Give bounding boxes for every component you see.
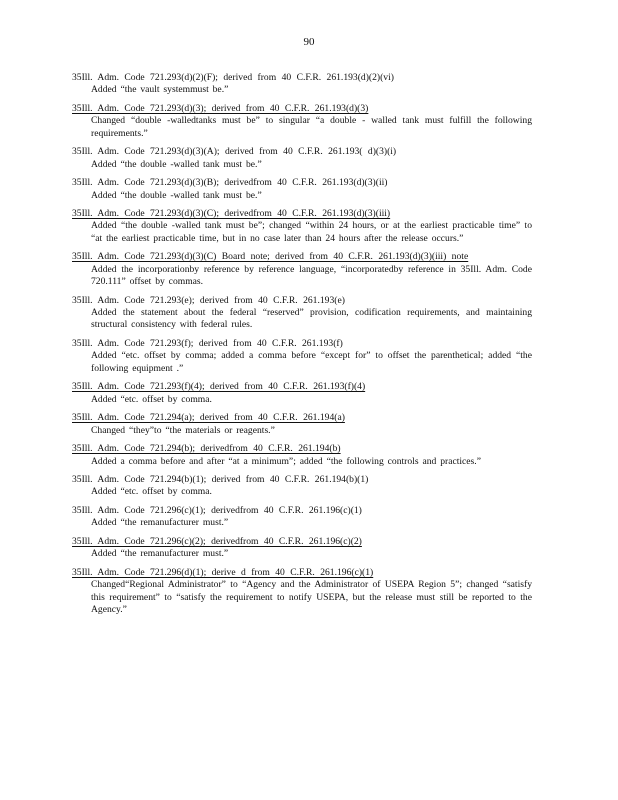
amendment-entry <box>72 567 532 617</box>
change-description: Changed “double -walledtanks must be” to singular “a double - walled tank must fulfill the following requirements.” <box>91 115 532 139</box>
change-description: Added “etc. offset by comma. <box>91 393 212 405</box>
citation-heading: 35Ill. Adm. Code 721.296(d)(1); derive d from 40 C.F.R. 261.196(c)(1) <box>72 566 374 578</box>
citation-heading: 35Ill. Adm. Code 721.293(d)(3)(C) Board note; derived from 40 C.F.R. 261.193(d)(3)(iii) note <box>72 251 469 263</box>
citation-heading: 35Ill. Adm. Code 721.293(d)(3)(A); derived from 40 C.F.R. 261.193( d)(3)(i) <box>72 146 397 158</box>
citation-heading: 35Ill. Adm. Code 721.293(f); derived from 40 C.F.R. 261.193(f) <box>72 337 343 349</box>
amendment-entry <box>72 443 532 468</box>
change-description: Added “the remanufacturer must.” <box>91 548 229 560</box>
change-description: Added “the remanufacturer must.” <box>91 517 229 529</box>
change-description: Added the incorporationby reference by reference language, “incorporatedby reference in 35Ill. Adm. Code 720.111” offset by commas. <box>91 263 532 288</box>
change-description: Added “the double -walled tank must be”; changed “within 24 hours, or at the earliest practicable time” to “at the earliest practicable time, but in no case later than 24 hours after the release occurs.” <box>91 220 532 244</box>
amendment-entry <box>72 412 532 437</box>
amendment-entry <box>72 208 532 245</box>
citation-heading: 35Ill. Adm. Code 721.294(b); derivedfrom 40 C.F.R. 261.194(b) <box>72 443 341 455</box>
change-description: Added the statement about the federal “reserved” provision, codification requirements, and maintaining structural consistency with federal rules. <box>91 307 532 331</box>
citation-heading: 35Ill. Adm. Code 721.293(d)(3)(B); derivedfrom 40 C.F.R. 261.193(d)(3)(ii) <box>72 177 388 189</box>
amendment-entry <box>72 381 532 406</box>
amendment-entry <box>72 536 532 561</box>
amendment-entry <box>72 72 532 97</box>
citation-heading: 35Ill. Adm. Code 721.296(c)(1); derivedfrom 40 C.F.R. 261.196(c)(1) <box>72 504 362 516</box>
amendment-list <box>72 72 532 622</box>
amendment-entry <box>72 295 532 332</box>
change-description: Added “etc. offset by comma; added a comma before “except for” to offset the parenthetical; added “the following equipment .” <box>91 350 532 374</box>
change-description: Changed“Regional Administrator” to “Agency and the Administrator of USEPA Region 5”; changed “satisfy this requirement” to “satisfy the requirement to notify USEPA, but the release must still be reported to the Agency.” <box>91 579 532 615</box>
change-description: Added a comma before and after “at a minimum”; added “the following controls and practices.” <box>91 455 481 467</box>
amendment-entry <box>72 177 532 202</box>
amendment-entry <box>72 338 532 375</box>
citation-heading: 35Ill. Adm. Code 721.294(a); derived from 40 C.F.R. 261.194(a) <box>72 412 345 424</box>
change-description: Added “the double -walled tank must be.” <box>91 158 262 170</box>
page-number: 90 <box>303 36 315 48</box>
change-description: Added “the vault systemmust be.” <box>91 84 229 96</box>
citation-heading: 35Ill. Adm. Code 721.293(f)(4); derived from 40 C.F.R. 261.193(f)(4) <box>72 381 366 393</box>
amendment-entry <box>72 474 532 499</box>
change-description: Added “etc. offset by comma. <box>91 486 212 498</box>
citation-heading: 35Ill. Adm. Code 721.296(c)(2); derivedfrom 40 C.F.R. 261.196(c)(2) <box>72 535 362 547</box>
citation-heading: 35Ill. Adm. Code 721.294(b)(1); derived from 40 C.F.R. 261.194(b)(1) <box>72 474 369 485</box>
citation-heading: 35Ill. Adm. Code 721.293(d)(3); derived from 40 C.F.R. 261.193(d)(3) <box>72 102 369 114</box>
amendment-entry <box>72 251 532 288</box>
citation-heading: 35Ill. Adm. Code 721.293(d)(2)(F); derived from 40 C.F.R. 261.193(d)(2)(vi) <box>72 72 394 83</box>
change-description: Changed “they”to “the materials or reagents.” <box>91 424 275 436</box>
citation-heading: 35Ill. Adm. Code 721.293(e); derived from 40 C.F.R. 261.193(e) <box>72 294 345 306</box>
change-description: Added “the double -walled tank must be.” <box>91 189 262 201</box>
citation-heading: 35Ill. Adm. Code 721.293(d)(3)(C); derivedfrom 40 C.F.R. 261.193(d)(3)(iii) <box>72 208 391 220</box>
amendment-entry <box>72 146 532 171</box>
amendment-entry <box>72 103 532 140</box>
amendment-entry <box>72 505 532 530</box>
